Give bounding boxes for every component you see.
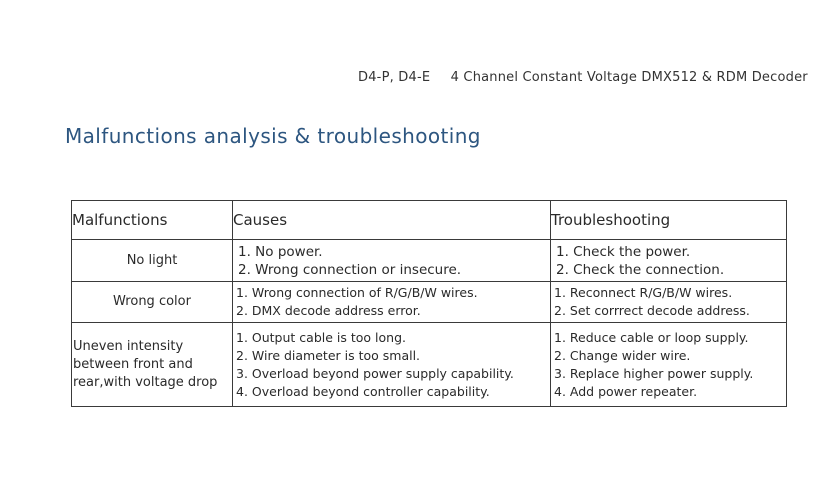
- cause-item: 3. Overload beyond power supply capability.: [236, 365, 514, 381]
- fix-item: 1. Reconnect R/G/B/W wires.: [554, 285, 733, 300]
- fix-item: 2. Set corrrect decode address.: [554, 303, 750, 318]
- model-number: D4-P, D4-E: [358, 70, 431, 85]
- causes-cell: [233, 282, 551, 323]
- causes-cell: [233, 240, 551, 282]
- table-row: [72, 282, 787, 323]
- troubleshooting-table: [71, 200, 787, 407]
- fix-item: 1. Check the power.: [556, 243, 691, 260]
- cause-item: 2. Wire diameter is too small.: [236, 347, 421, 363]
- fix-item: 2. Change wider wire.: [554, 347, 691, 363]
- table-header-row: [72, 201, 787, 240]
- fix-item: 4. Add power repeater.: [554, 383, 698, 399]
- malfunction-cell: [72, 323, 233, 407]
- table-row: [72, 323, 787, 407]
- cause-item: 1. No power.: [238, 243, 323, 260]
- causes-cell: [233, 323, 551, 407]
- malfunction-label: between front and: [73, 356, 193, 372]
- column-header-troubleshooting: Troubleshooting: [551, 201, 787, 240]
- cause-item: 1. Output cable is too long.: [236, 329, 406, 345]
- fix-item: 3. Replace higher power supply.: [554, 365, 754, 381]
- malfunction-label: Wrong color: [113, 294, 191, 309]
- fix-item: 1. Reduce cable or loop supply.: [554, 329, 749, 345]
- malfunction-label: rear,with voltage drop: [73, 374, 218, 390]
- troubleshooting-cell: [551, 282, 787, 323]
- fix-item: 2. Check the connection.: [556, 261, 725, 278]
- section-title: Malfunctions analysis & troubleshooting: [65, 124, 481, 148]
- malfunction-label: No light: [126, 252, 178, 268]
- troubleshooting-cell: [551, 240, 787, 282]
- document-header: [358, 70, 808, 85]
- cause-item: 2. Wrong connection or insecure.: [238, 261, 462, 278]
- cause-item: 2. DMX decode address error.: [236, 303, 421, 318]
- cause-item: 4. Overload beyond controller capability.: [236, 383, 490, 399]
- troubleshooting-cell: [551, 323, 787, 407]
- column-header-causes: Causes: [233, 201, 551, 240]
- table-row: [72, 240, 787, 282]
- product-name: 4 Channel Constant Voltage DMX512 & RDM Decoder: [450, 70, 808, 85]
- malfunction-cell: [72, 282, 233, 323]
- malfunction-label: Uneven intensity: [73, 338, 184, 354]
- cause-item: 1. Wrong connection of R/G/B/W wires.: [236, 285, 478, 300]
- column-header-malfunctions: Malfunctions: [72, 201, 233, 240]
- malfunction-cell: [72, 240, 233, 282]
